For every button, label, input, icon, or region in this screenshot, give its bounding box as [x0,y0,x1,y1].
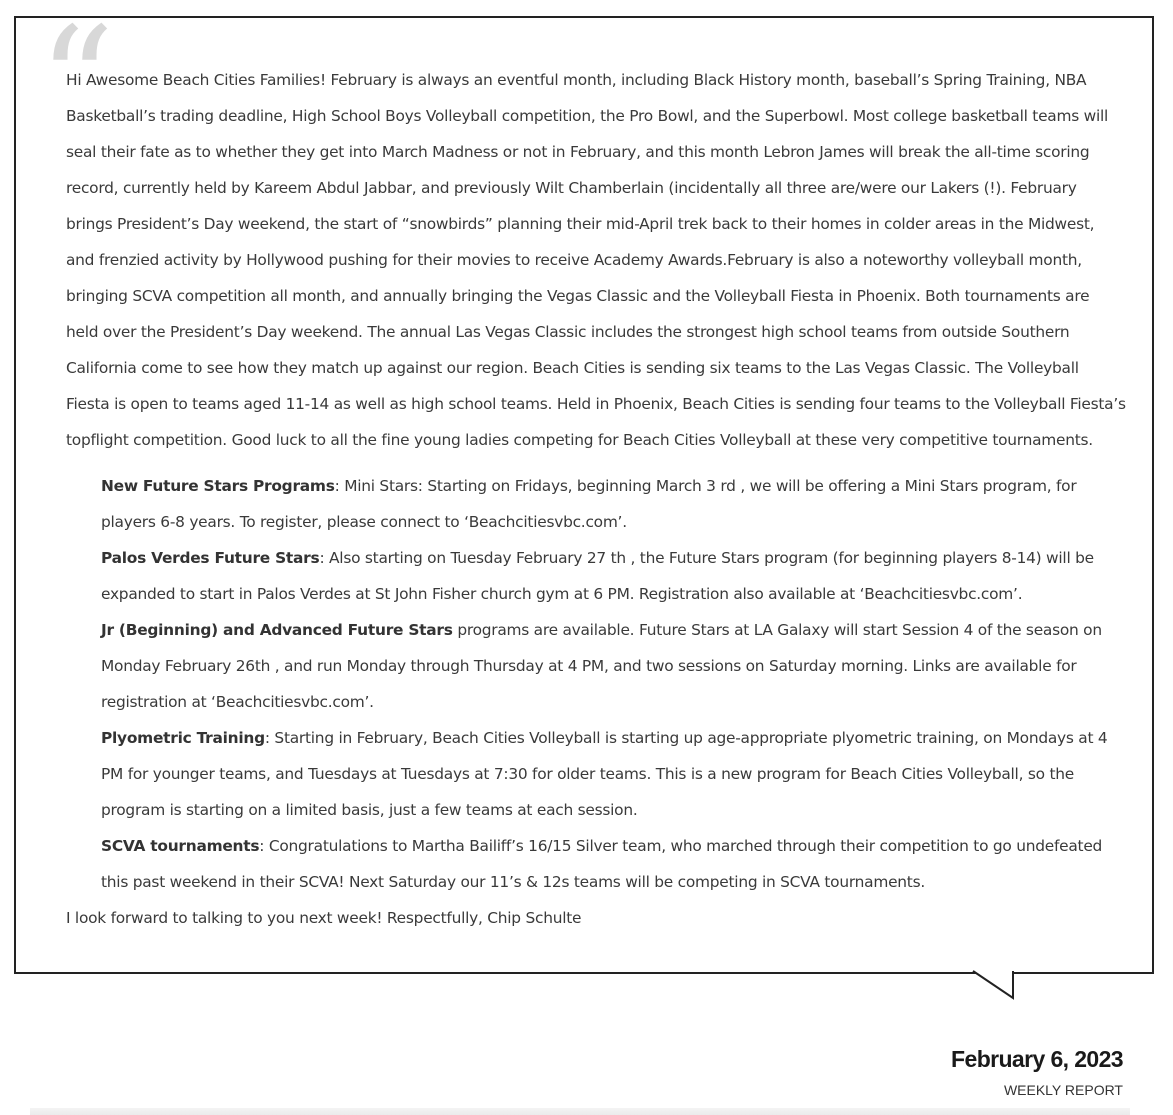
intro-paragraph: Hi Awesome Beach Cities Families! February is always an eventful month, including Black History month, baseball’s Spring Training, NBA Basketball’s trading deadline, High School Boys Volleyball competition, the Pro Bowl, and the Superbowl. Most college basketball teams will seal their fate as to whether they get into March Madness or not in February, and this month Lebron James will break the all-time scoring record, currently held by Kareem Abdul Jabbar, and previously Wilt Chamberlain (incidentally all three are/were our Lakers (!). February brings President’s Day weekend, the start of “snowbirds” planning their mid-April trek back to their homes in colder areas in the Midwest, and frenzied activity by Hollywood pushing for their movies to receive Academy Awards.February is also a noteworthy volleyball month, bringing SCVA competition all month, and annually bringing the Vegas Classic and the Volleyball Fiesta in Phoenix. Both tournaments are held over the President’s Day weekend. The annual Las Vegas Classic includes the strongest high school teams from outside Southern California come to see how they match up against our region. Beach Cities is sending six teams to the Las Vegas Classic. The Volleyball Fiesta is open to teams aged 11-14 as well as high school teams. Held in Phoenix, Beach Cities is sending four teams to the Volleyball Fiesta’s topflight competition. Good luck to all the fine young ladies competing for Beach Cities Volleyball at these very competitive tournaments. [66,71,1126,449]
program-item-plyometric [101,720,1126,828]
program-item-palos-verdes [101,540,1126,612]
program-description: : Starting in February, Beach Cities Volleyball is starting up age-appropriate plyometric training, on Mondays at 4 PM for younger teams, and Tuesdays at Tuesdays at 7:30 for older teams. This is a new program for Beach Cities Volleyball, so the program is starting on a limited basis, just a few teams at each session. [101,729,1108,819]
program-name: Plyometric Training [101,729,265,747]
program-name: New Future Stars Programs [101,477,335,495]
report-date: February 6, 2023 [951,1046,1123,1072]
program-description: : Also starting on Tuesday February 27 th , the Future Stars program (for beginning players 8-14) will be expanded to start in Palos Verdes at St John Fisher church gym at 6 PM. Registration also available at ‘Beachcitiesvbc.com’. [101,549,1094,603]
quote-content [66,62,1126,936]
program-name: Palos Verdes Future Stars [101,549,320,567]
bottom-divider [30,1108,1130,1115]
program-description: programs are available. Future Stars at LA Galaxy will start Session 4 of the season on Monday February 26th , and run Monday through Thursday at 4 PM, and two sessions on Saturday morning. Links are available for registration at ‘Beachcitiesvbc.com’. [101,621,1102,711]
program-name: Jr (Beginning) and Advanced Future Stars [101,621,453,639]
quote-bubble [14,0,1154,974]
program-description: : Mini Stars: Starting on Fridays, beginning March 3 rd , we will be offering a Mini Stars program, for players 6-8 years. To register, please connect to ‘Beachcitiesvbc.com’. [101,477,1077,531]
program-description: : Congratulations to Martha Bailiff’s 16/15 Silver team, who marched through their competition to go undefeated this past weekend in their SCVA! Next Saturday our 11’s & 12s teams will be competing in SCVA tournaments. [101,837,1103,891]
program-name: SCVA tournaments [101,837,260,855]
program-item-scva [101,828,1126,900]
speech-bubble-tail [972,970,1014,1000]
closing-line: I look forward to talking to you next week! Respectfully, Chip Schulte [66,909,582,927]
program-item-jr-advanced [101,612,1126,720]
quote-mark-icon: “ [38,0,115,170]
program-item-new-future-stars [101,468,1126,540]
report-label: WEEKLY REPORT [1003,1082,1123,1098]
